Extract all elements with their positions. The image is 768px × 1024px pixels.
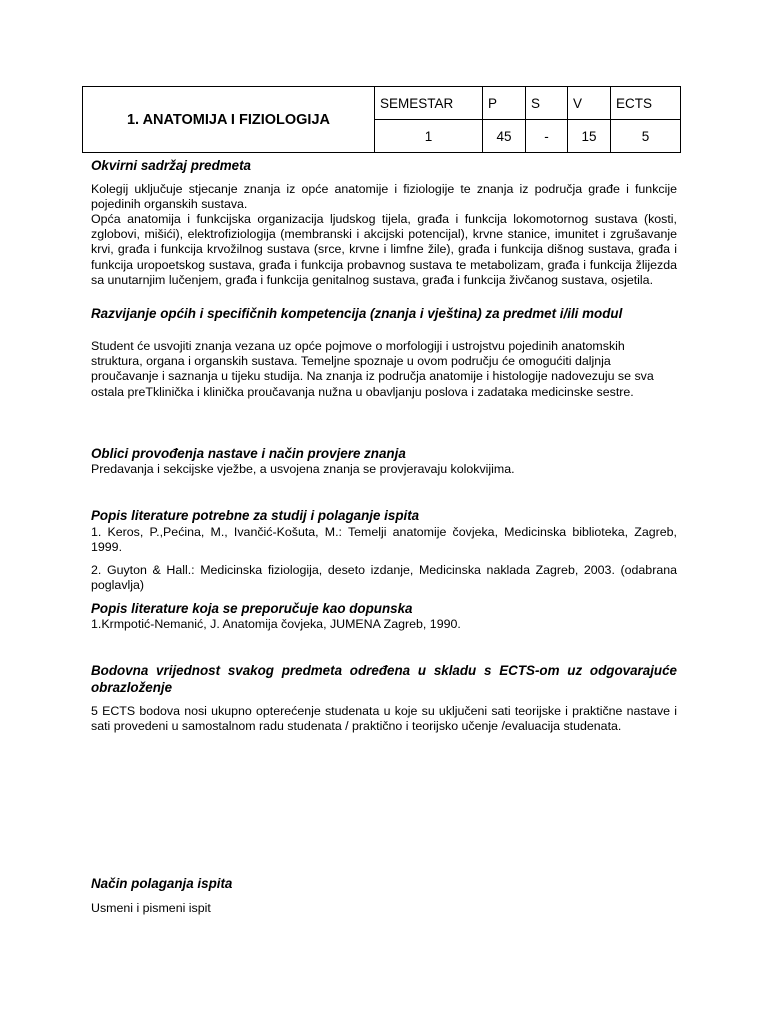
bodovna-paragraph: 5 ECTS bodova nosi ukupno opterećenje studenata u koje su uključeni sati teorijske i praktične nastave i sati provedeni u samostalnom radu studenata / praktično i teorijsko učenje /evaluacija studenata. [91,704,677,734]
value-v: 15 [568,120,611,153]
okvirni-paragraph-2: Opća anatomija i funkcijska organizacija ljudskog tijela, građa i funkcija lokomotornog sustava (kosti, zglobovi, mišići), elektrofiziologija (membranski i akcijski potencijal), krvne stanice, imunitet i zgrušavanje krvi, građa i funkcija krvožilnog sustava (srce, krvne i limfne žile), građa i funkcija dišnog sustava, građa i funkcija uropoetskog sustava, građa i funkcija probavnog sustava te metabolizam, građa i funkcija žlijezda sa unutarnjim lučenjem, građa i funkcija genitalnog sustava, građa i funkcija živčanog sustava, osjetila. [91,212,677,287]
literatura-item-1: 1. Keros, P.,Pećina, M., Ivančić-Košuta, M.: Temelji anatomije čovjeka, Medicinska biblioteka, Zagreb, 1999. [91,525,677,555]
section-heading-nacin: Način polaganja ispita [91,876,233,891]
section-heading-kompetencije: Razvijanje općih i specifičnih kompetencija (znanja i vještina) za predmet i/ili modul [91,306,623,321]
section-heading-literatura: Popis literature potrebne za studij i polaganje ispita [91,508,420,523]
nacin-paragraph: Usmeni i pismeni ispit [91,901,211,915]
course-header-table [82,86,680,152]
col-header-s: S [526,87,568,120]
okvirni-paragraph-1: Kolegij uključuje stjecanje znanja iz opće anatomije i fiziologije te znanja iz područja građe i funkcije pojedinih organskih sustava. [91,182,677,212]
value-ects: 5 [611,120,681,153]
value-p: 45 [483,120,526,153]
col-header-ects: ECTS [611,87,681,120]
section-heading-oblici: Oblici provođenja nastave i način provjere znanja [91,446,406,461]
dopunska-item-1: 1.Krmpotić-Nemanić, J. Anatomija čovjeka, JUMENA Zagreb, 1990. [91,617,461,631]
kompetencije-paragraph: Student će usvojiti znanja vezana uz opće pojmove o morfologiji i ustrojstvu pojedinih anatomskih struktura, organa i organskih sustava. Temeljne spoznaje u ovom području će omogućiti daljnja proučavanje i saznanja u tijeku studija. Na znanja iz područja anatomije i histologije nadovezuju se sva ostala preTklinička i klinička proučavanja nužna u obavljanju poslova i zadataka medicinske sestre. [91,339,654,399]
section-heading-dopunska: Popis literature koja se preporučuje kao dopunska [91,601,413,616]
value-semestar: 1 [375,120,483,153]
literatura-item-2: 2. Guyton & Hall.: Medicinska fiziologija, deseto izdanje, Medicinska naklada Zagreb, 2003. (odabrana poglavlja) [91,563,677,593]
oblici-paragraph: Predavanja i sekcijske vježbe, a usvojena znanja se provjeravaju kolokvijima. [91,462,515,476]
section-heading-okvirni: Okvirni sadržaj predmeta [91,158,252,173]
col-header-v: V [568,87,611,120]
section-heading-bodovna: Bodovna vrijednost svakog predmeta određena u skladu s ECTS-om uz odgovarajuće obrazloženje [91,663,677,695]
col-header-semestar: SEMESTAR [375,87,483,120]
value-s: - [526,120,568,153]
col-header-p: P [483,87,526,120]
course-title: 1. ANATOMIJA I FIZIOLOGIJA [83,87,375,153]
